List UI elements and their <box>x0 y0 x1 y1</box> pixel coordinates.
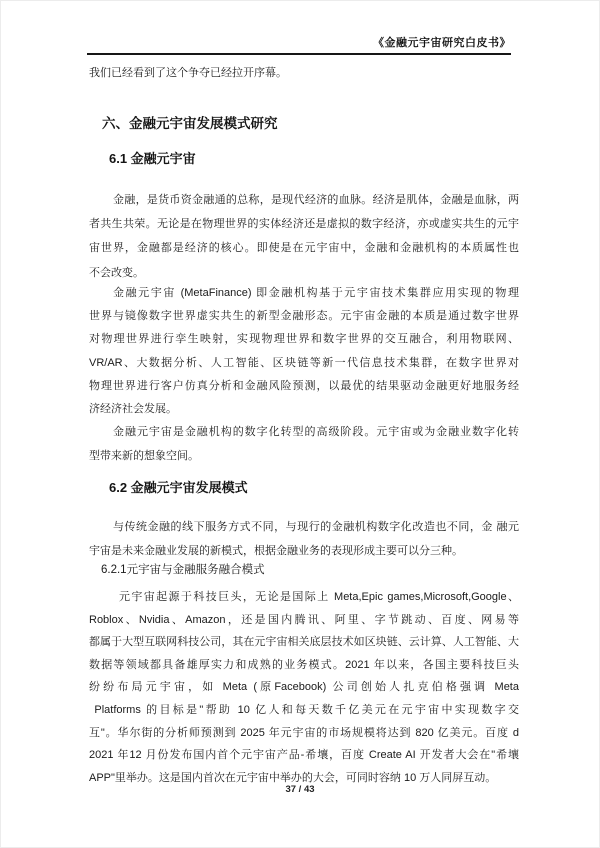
body-paragraph-3 <box>89 420 519 468</box>
text-line: Platforms 的目标是"帮助 10 亿人和每天数千亿美元在元宇宙中实现数字交 <box>89 703 519 716</box>
text-line: 互"。华尔街的分析师预测到 2025 年元宇宙的市场规模将达到 820 亿美元。百度 d <box>89 726 519 739</box>
text-line: 者共生共荣。无论是在物理世界的实体经济还是虚拟的数字经济，亦或虚实共生的元宇 <box>89 218 519 231</box>
sub-heading-6-2: 6.2 金融元宇宙发展模式 <box>109 480 248 495</box>
body-paragraph-2 <box>89 282 519 421</box>
text-line: 数据等领域都具备雄厚实力和成熟的业务模式。2021 年以来，各国主要科技巨头 <box>89 658 519 671</box>
text-line: 型带来新的想象空间。 <box>89 450 199 463</box>
sub-heading-6-2-1: 6.2.1元宇宙与金融服务融合模式 <box>101 564 265 576</box>
section-heading-6: 六、金融元宇宙发展模式研究 <box>102 116 278 131</box>
text-line: 纷纷布局元宇宙，如 Meta (原Facebook) 公司创始人扎克伯格强调 Meta <box>89 681 519 694</box>
text-line: 济经济社会发展。 <box>89 403 177 416</box>
text-line: 金融元宇宙 (MetaFinance) 即金融机构基于元宇宙技术集群应用实现的物理 <box>113 287 519 299</box>
text-line: 金融，是货币资金融通的总称，是现代经济的血脉。经济是肌体，金融是血脉，两 <box>113 194 519 206</box>
body-paragraph-1 <box>89 188 519 285</box>
text-line: 物理世界进行客户仿真分析和金融风险预测，以最优的结果驱动金融更好地服务经 <box>89 379 519 392</box>
text-line: 2021 年12 月份发布国内首个元宇宙产品-希壤，百度 Create AI 开发者大会在"希壤 <box>89 749 519 762</box>
page-header-title: 《金融元宇宙研究白皮书》 <box>373 36 511 49</box>
text-line: 金融元宇宙是金融机构的数字化转型的高级阶段。元宇宙或为金融业数字化转 <box>113 426 519 438</box>
page-number: 37 / 43 <box>285 784 315 795</box>
sub-heading-6-1: 6.1 金融元宇宙 <box>109 151 196 166</box>
text-line: 元宇宙起源于科技巨头，无论是国际上 Meta,Epic games,Microsoft,Google、 <box>119 591 519 603</box>
text-line: APP"里举办。这是国内首次在元宇宙中举办的大会，可同时容纳 10 万人同屏互动。 <box>89 771 497 784</box>
text-line: 与传统金融的线下服务方式不同，与现行的金融机构数字化改造也不同，金 融元 <box>113 521 519 533</box>
body-paragraph-5 <box>89 586 519 789</box>
text-line: VR/AR、大数据分析、人工智能、区块链等新一代信息技术集群，在数字世界对 <box>89 356 519 369</box>
text-line: 都属于大型互联网科技公司，其在元宇宙相关底层技术如区块链、云计算、人工智能、大 <box>89 636 519 649</box>
body-paragraph-4 <box>89 515 519 563</box>
intro-paragraph <box>89 61 519 85</box>
header-rule-divider <box>87 53 511 55</box>
text-line: Roblox、Nvidia、Amazon，还是国内腾讯、阿里、字节跳动、百度、网易等 <box>89 613 519 626</box>
text-line: 宇宙是未来金融业发展的新模式，根据金融业务的表现形成主要可以分三种。 <box>89 545 463 558</box>
text-line: 不会改变。 <box>89 266 144 279</box>
text-line: 宙世界，金融都是经济的核心。即使是在元宇宙中，金融和金融机构的本质属性也 <box>89 242 519 255</box>
intro-line: 我们已经看到了这个争夺已经拉开序幕。 <box>89 67 287 79</box>
text-line: 世界与镜像数字世界虚实共生的新型金融形态。元宇宙金融的本质是通过数字世界 <box>89 310 519 323</box>
text-line: 对物理世界进行孪生映射，实现物理世界和数字世界的交互融合，利用物联网、 <box>89 333 519 346</box>
